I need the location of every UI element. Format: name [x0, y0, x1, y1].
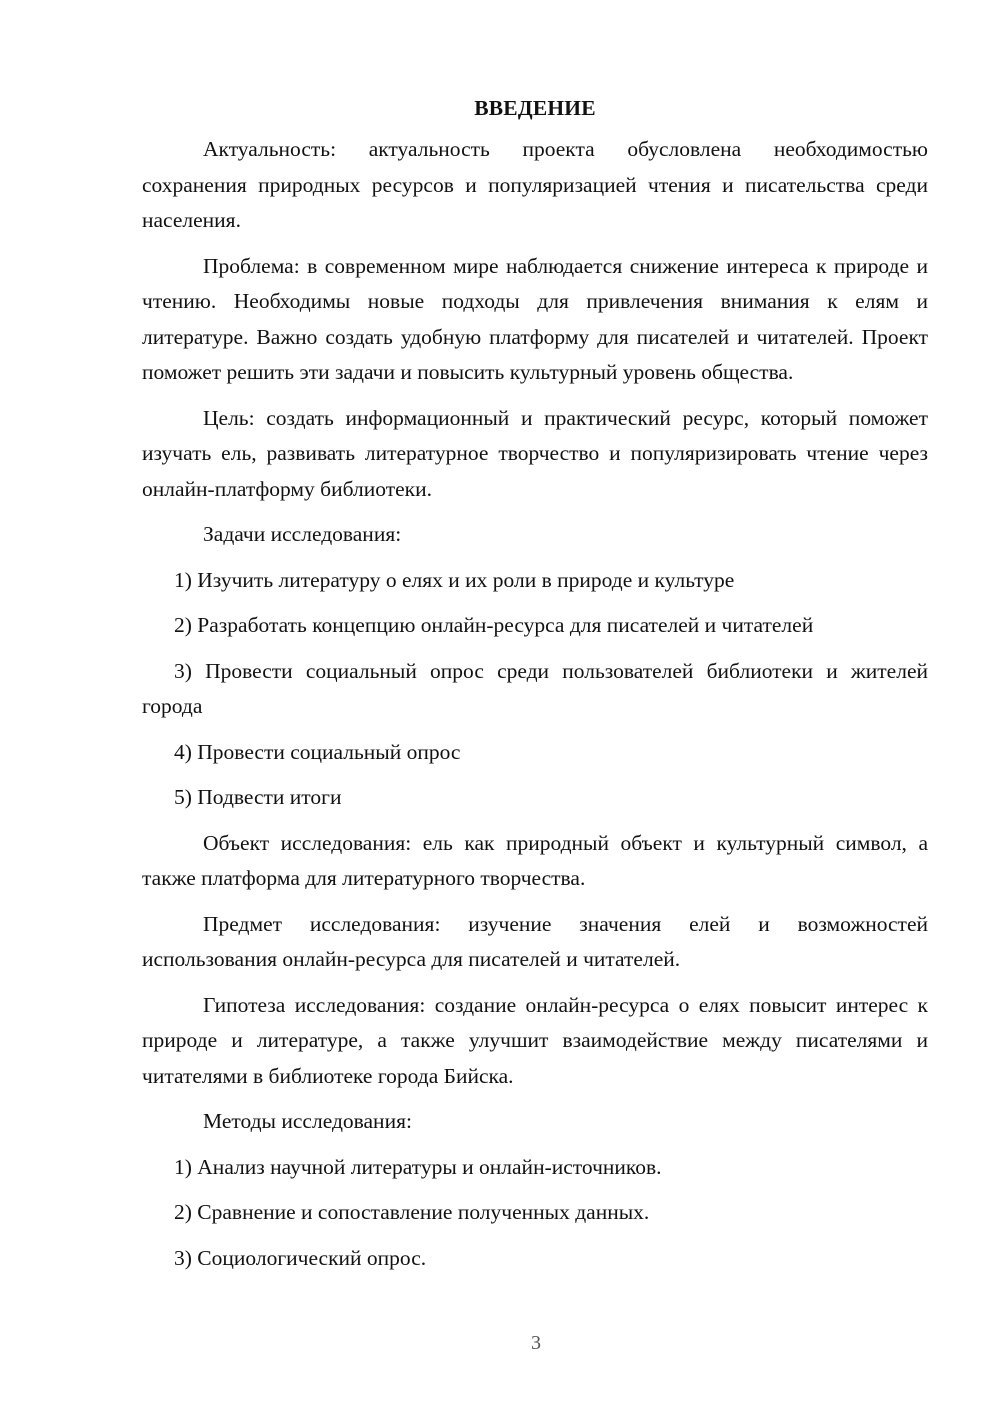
subject-paragraph: Предмет исследования: изучение значения елей и возможностей использования онлайн-ресурса для писателей и читателей.: [142, 911, 928, 971]
task-item: 2) Разработать концепцию онлайн-ресурса для писателей и читателей: [174, 613, 814, 637]
relevance-paragraph: Актуальность: актуальность проекта обусловлена необходимостью сохранения природных ресурсов и популяризацией чтения и писательства среди населения.: [142, 137, 928, 232]
task-item: 5) Подвести итоги: [174, 785, 342, 809]
task-item: 1) Изучить литературу о елях и их роли в природе и культуре: [174, 567, 735, 592]
method-item: 1) Анализ научной литературы и онлайн-источников.: [174, 1154, 662, 1179]
document-page: [142, 90, 928, 1286]
goal-paragraph: Цель: создать информационный и практический ресурс, который поможет изучать ель, развивать литературное творчество и популяризировать чтение через онлайн-платформу библиотеки.: [142, 405, 928, 501]
method-item: 2) Сравнение и сопоставление полученных данных.: [174, 1200, 650, 1224]
object-paragraph: Объект исследования: ель как природный объект и культурный символ, а также платформа для литературного творчества.: [142, 830, 928, 890]
hypothesis-paragraph: Гипотеза исследования: создание онлайн-ресурса о елях повысит интерес к природе и литературе, а также улучшит взаимодействие между писателями и читателями в библиотеке города Бийска.: [142, 992, 928, 1088]
tasks-heading: Задачи исследования:: [203, 522, 402, 546]
problem-paragraph: Проблема: в современном мире наблюдается снижение интереса к природе и чтению. Необходимы новые подходы для привлечения внимания к елям и литературе. Важно создать удобную платформу для писателей и читателей. Проект поможет решить эти задачи и повысить культурный уровень общества.: [142, 253, 928, 384]
methods-heading: Методы исследования:: [203, 1109, 412, 1133]
task-item: 3) Провести социальный опрос среди пользователей библиотеки и жителей города: [142, 658, 928, 718]
task-item: 4) Провести социальный опрос: [174, 739, 461, 764]
page-title: ВВЕДЕНИЕ: [474, 96, 596, 120]
page-number: 3: [531, 1332, 541, 1354]
method-item: 3) Социологический опрос.: [174, 1245, 427, 1270]
